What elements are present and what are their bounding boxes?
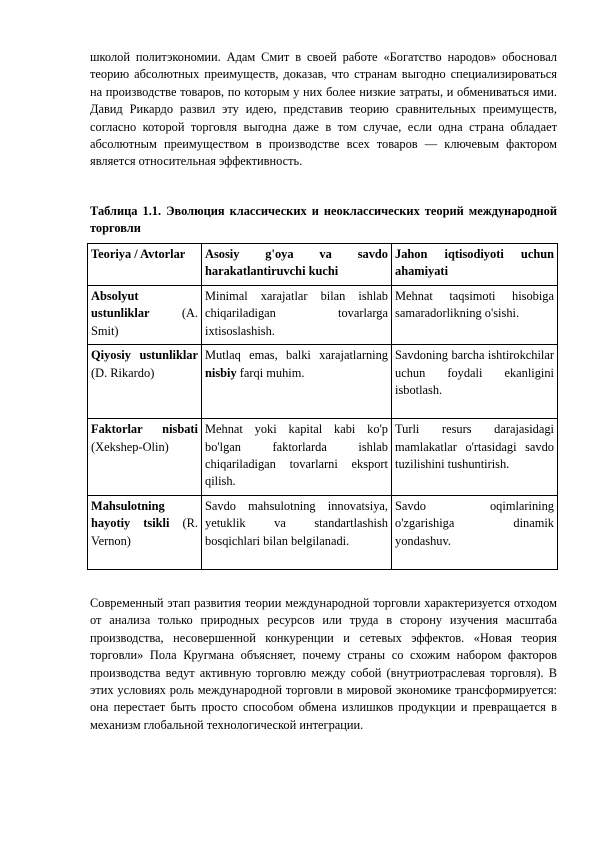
theory-name: Qiyosiy ustunliklar [91,348,198,363]
table-caption: Таблица 1.1. Эволюция классических и неоклассических теорий международной торговли [90,204,557,236]
idea-cell [202,286,392,345]
idea-cell [202,495,392,569]
significance-cell: Savdoning barcha ishtirokchilar uchun foydali ekanligini isbotlash. [392,345,558,419]
theory-name: Mahsulotning hayotiy tsikli [91,498,170,531]
header-theory: Teoriya / Avtorlar [88,244,202,286]
theory-name: Absolyut ustunliklar [91,289,150,321]
idea-emphasis: nisbiy [205,365,237,380]
header-significance: Jahon iqtisodiyoti uchun ahamiyati [392,244,558,286]
theory-cell [88,419,202,496]
theories-table [87,243,558,570]
table-row [88,345,558,419]
significance-cell: Savdo oqimlarining o'zgarishiga dinamik yondashuv. [392,495,558,569]
idea-cell [202,419,392,496]
theory-cell [88,286,202,345]
theory-author: (Xekshep-Olin) [91,439,169,454]
theory-author: (A. Smit) [91,306,198,338]
idea-text: Mutlaq emas, balki xarajatlarning [205,348,388,363]
table-row [88,495,558,569]
idea-text-end: farqi muhim. [236,365,305,380]
theory-name: Faktorlar nisbati [91,422,198,437]
theory-author: (R. Vernon) [91,516,198,548]
idea-text: Savdo mahsulotning innovatsiya, yetuklik va standartlashish bosqichlari bilan belgilanadi. [205,498,388,548]
header-idea: Asosiy g'oya va savdo harakatlantiruvchi kuchi [202,244,392,286]
theory-cell [88,495,202,569]
table-row [88,419,558,496]
table-row [88,286,558,345]
closing-paragraph: Современный этап развития теории международной торговли характеризуется отходом от анализа только природных ресурсов или труда в сторону изучения масштаба производства, несовершенной конкуренции и сетевых эффектов. «Новая теория торговли» Пола Кругмана объясняет, почему страны со схожим набором факторов производства ведут активную торговлю между собой (внутриотраслевая торговля). В этих условиях роль международной торговли в мировой экономике трансформируется: она перестает быть просто способом обмена излишков продукции и превращается в механизм глобальной технологической интеграции. [90,596,557,732]
theory-cell [88,345,202,419]
table-header-row [88,244,558,286]
intro-paragraph: школой политэкономии. Адам Смит в своей работе «Богатство народов» обосновал теорию абсолютных преимуществ, доказав, что странам выгодно специализироваться на производстве товаров, по которым у них более низкие затраты, и обмениваться ими. Давид Рикардо развил эту идею, представив теорию сравнительных преимуществ, согласно которой торговля выгодна даже в том случае, если одна страна обладает абсолютным преимуществом в производстве всех товаров — ключевым фактором является относительная эффективность. [90,50,557,169]
significance-cell: Turli resurs darajasidagi mamlakatlar o'rtasidagi savdo tuzilishini tushuntirish. [392,419,558,496]
idea-cell [202,345,392,419]
significance-cell: Mehnat taqsimoti hisobiga samaradorlikning o'sishi. [392,286,558,345]
idea-text: Minimal xarajatlar bilan ishlab chiqariladigan tovarlarga ixtisoslashish. [205,289,388,338]
idea-text: Mehnat yoki kapital kabi ko'p bo'lgan faktorlarda ishlab chiqariladigan tovarlarni eksport qilish. [205,422,388,489]
theory-author: (D. Rikardo) [91,365,155,380]
